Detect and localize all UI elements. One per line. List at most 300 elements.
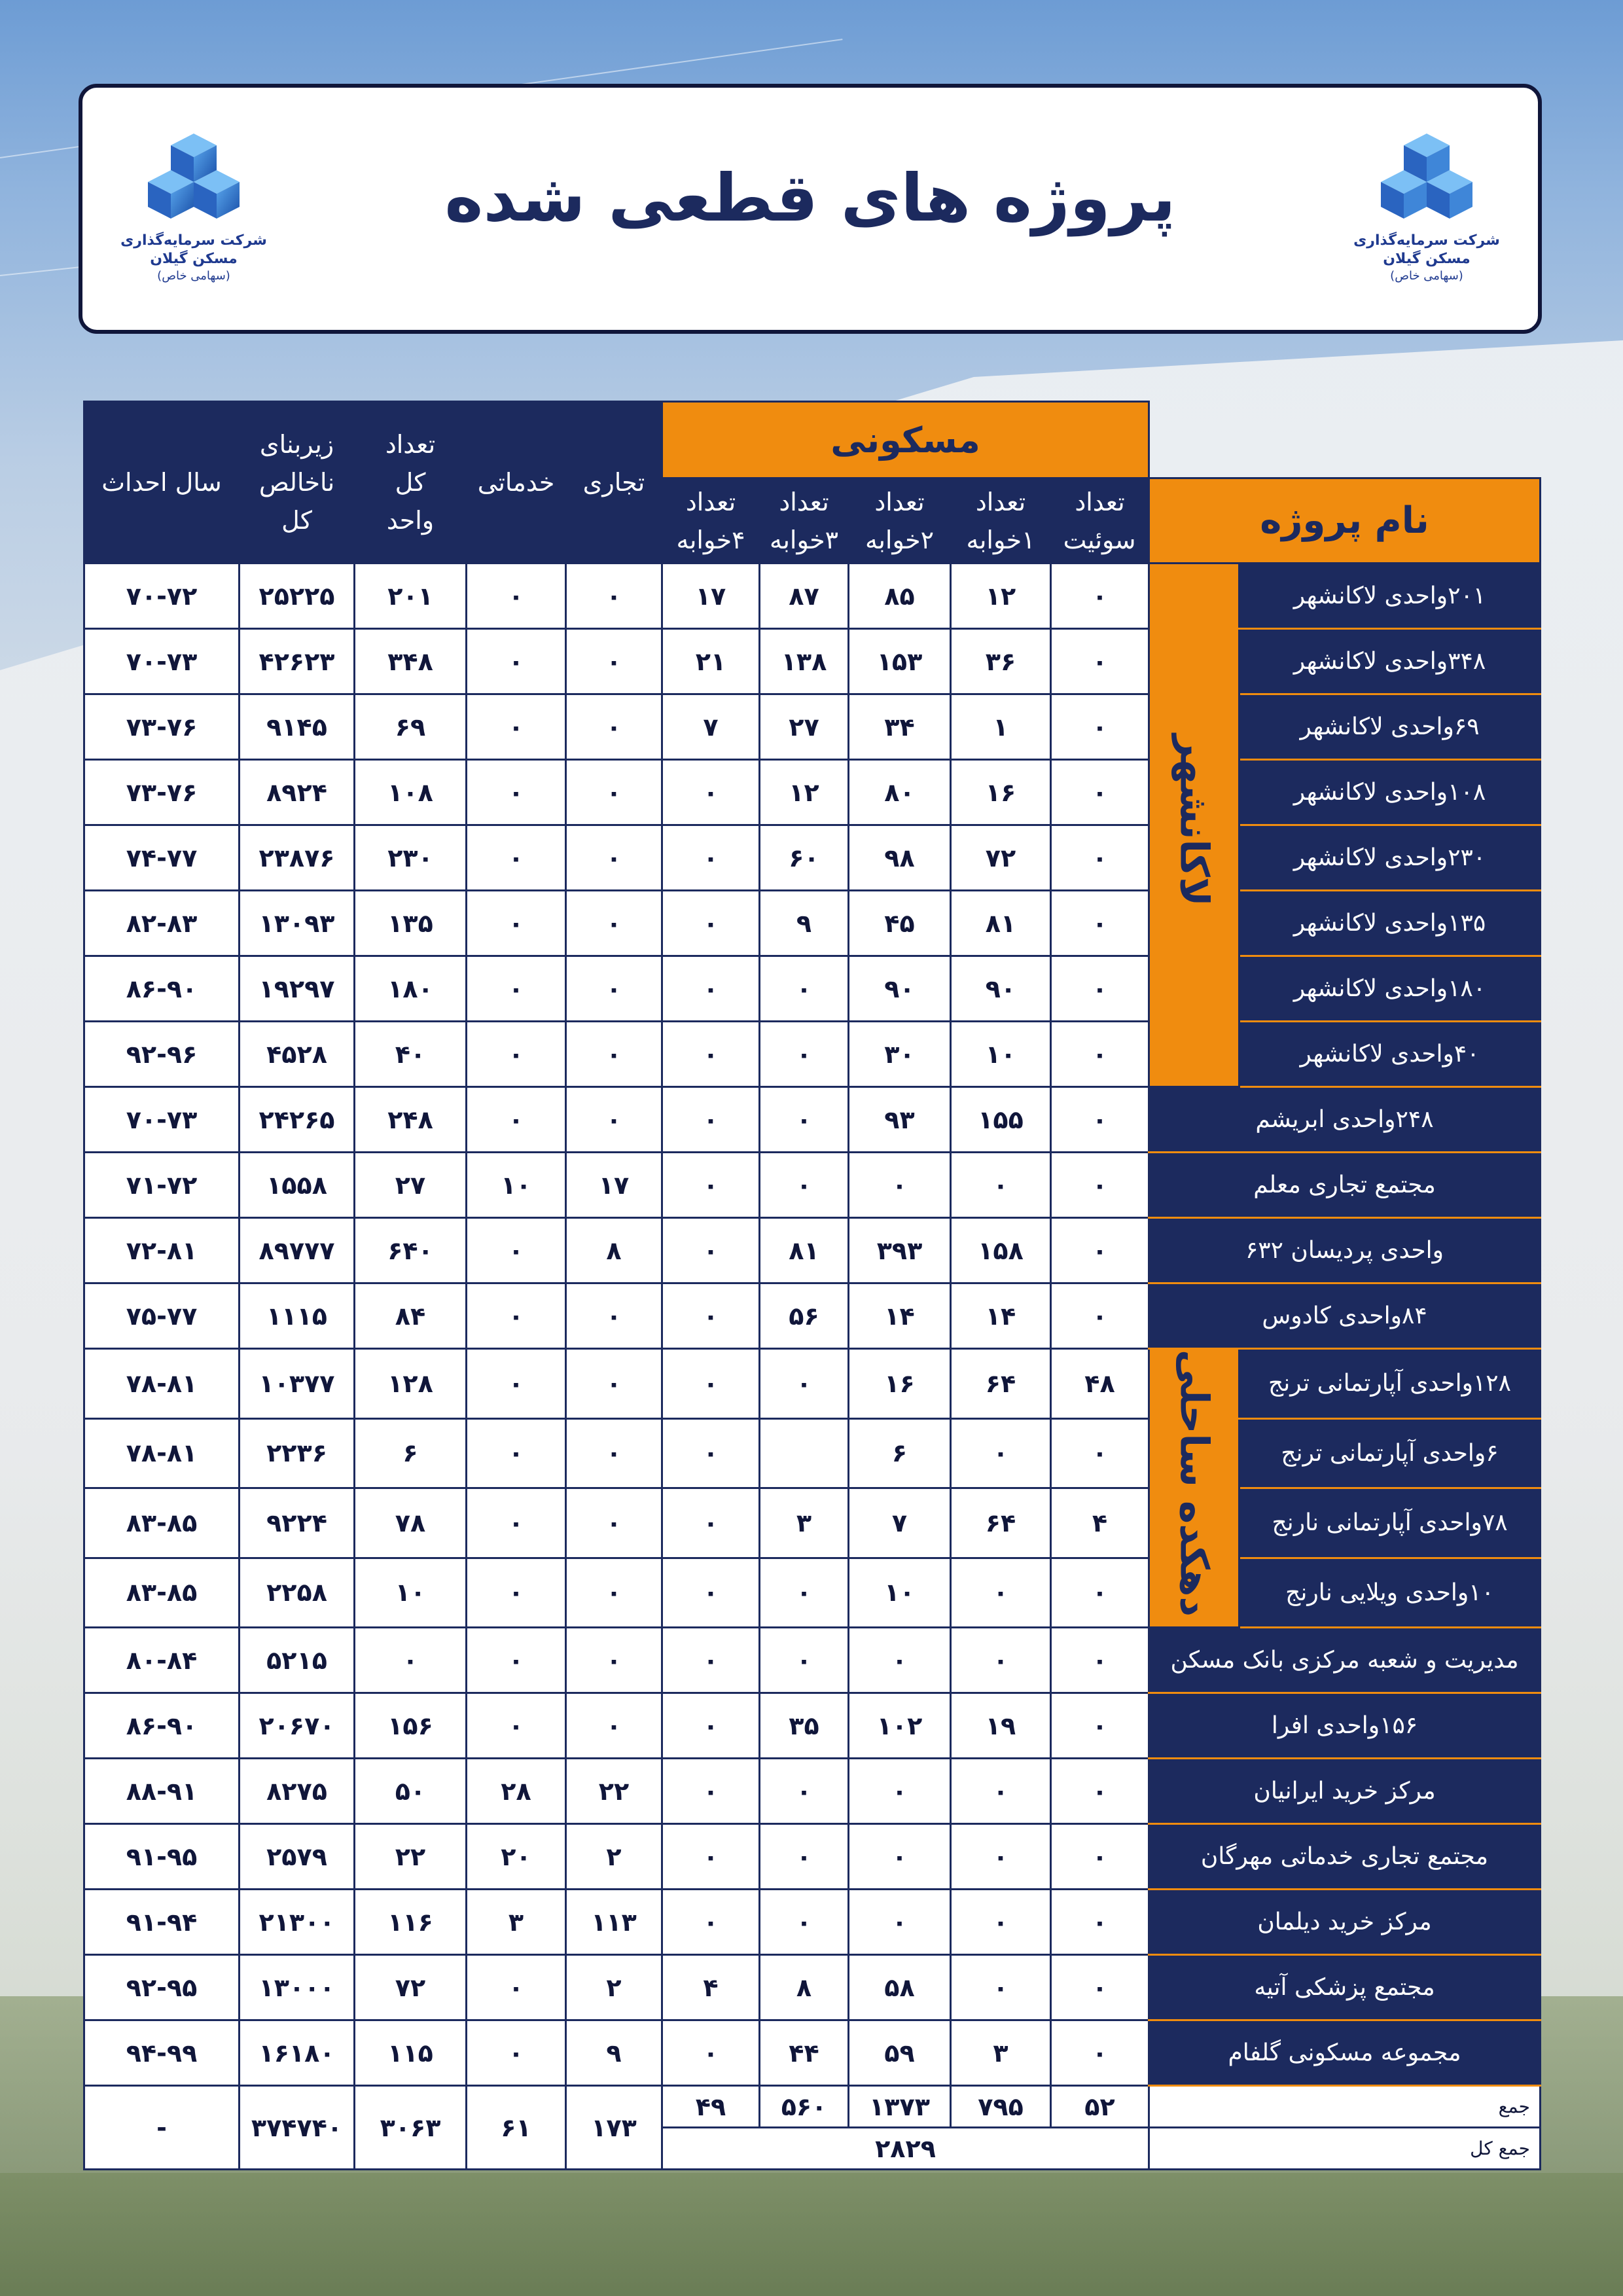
cell-srv: ۰ xyxy=(467,1087,566,1153)
cell-b1: ۶۴ xyxy=(951,1349,1051,1419)
logo-line1: شرکت سرمایه‌گذاری xyxy=(1353,232,1500,249)
cell-b4: ۰ xyxy=(662,1153,760,1218)
cell-suite: ۰ xyxy=(1051,1022,1149,1087)
project-name-cell: مرکز خرید ایرانیان xyxy=(1149,1759,1541,1824)
project-name-cell: ۶واحدی آپارتمانی ترنج xyxy=(1240,1418,1541,1488)
cell-srv: ۰ xyxy=(467,956,566,1022)
cell-srv: ۲۰ xyxy=(467,1824,566,1890)
cell-suite: ۰ xyxy=(1051,1955,1149,2020)
header-services: خدماتی xyxy=(467,402,566,564)
total-year: - xyxy=(84,2086,240,2170)
cell-b3: ۰ xyxy=(760,1824,849,1890)
cell-b2: ۱۰ xyxy=(849,1558,951,1628)
table-row xyxy=(84,1558,1541,1628)
cell-b1: ۰ xyxy=(951,1955,1051,2020)
page-title: پروژه های قطعی شده xyxy=(444,160,1176,236)
cell-year: ۸۳-۸۵ xyxy=(84,1488,240,1558)
cell-b2: ۱۵۳ xyxy=(849,629,951,694)
cell-b3: ۱۲ xyxy=(760,760,849,825)
cell-units: ۲۷ xyxy=(355,1153,467,1218)
header-1bed-text: تعداد ۱خوابه xyxy=(966,487,1035,554)
cell-area: ۱۶۱۸۰ xyxy=(240,2020,355,2086)
cell-com: ۰ xyxy=(566,564,662,629)
total-units: ۳۰۶۳ xyxy=(355,2086,467,2170)
project-name-cell: ۳۴۸واحدی لاکانشهر xyxy=(1240,629,1541,694)
cell-b4: ۰ xyxy=(662,1824,760,1890)
cell-year: ۷۴-۷۷ xyxy=(84,825,240,891)
cell-units: ۱۵۶ xyxy=(355,1693,467,1759)
cell-srv: ۰ xyxy=(467,1693,566,1759)
cell-suite: ۰ xyxy=(1051,891,1149,956)
table-row xyxy=(84,629,1541,694)
header-suite xyxy=(1051,478,1149,564)
cell-b2: ۶ xyxy=(849,1418,951,1488)
table-row xyxy=(84,1488,1541,1558)
cell-b2: ۸۰ xyxy=(849,760,951,825)
header-2bed-text: تعداد ۲خوابه xyxy=(865,487,935,554)
total-b4: ۴۹ xyxy=(662,2086,760,2128)
cell-units: ۱۱۶ xyxy=(355,1890,467,1955)
cell-b4: ۰ xyxy=(662,1283,760,1349)
cell-b3: ۸۷ xyxy=(760,564,849,629)
cell-com: ۰ xyxy=(566,694,662,760)
project-name-cell: مدیریت و شعبه مرکزی بانک مسکن xyxy=(1149,1628,1541,1693)
table-row xyxy=(84,825,1541,891)
cell-year: ۷۰-۷۳ xyxy=(84,629,240,694)
cell-b2: ۷ xyxy=(849,1488,951,1558)
cell-suite: ۴ xyxy=(1051,1488,1149,1558)
cell-b1: ۰ xyxy=(951,1153,1051,1218)
cell-suite: ۰ xyxy=(1051,1824,1149,1890)
cell-suite: ۰ xyxy=(1051,1087,1149,1153)
cell-srv: ۲۸ xyxy=(467,1759,566,1824)
cell-b1: ۶۴ xyxy=(951,1488,1051,1558)
cell-units: ۱۰ xyxy=(355,1558,467,1628)
cell-com: ۰ xyxy=(566,1488,662,1558)
cell-units: ۴۰ xyxy=(355,1022,467,1087)
cell-area: ۱۵۵۸ xyxy=(240,1153,355,1218)
cell-b2: ۱۰۲ xyxy=(849,1693,951,1759)
header-spacer xyxy=(1149,402,1541,478)
cell-year: ۷۰-۷۳ xyxy=(84,1087,240,1153)
cell-com: ۰ xyxy=(566,825,662,891)
total-suite: ۵۲ xyxy=(1051,2086,1149,2128)
cell-com: ۰ xyxy=(566,760,662,825)
cell-b1: ۱۹ xyxy=(951,1693,1051,1759)
project-name-cell: مرکز خرید دیلمان xyxy=(1149,1890,1541,1955)
cell-units: ۲۴۸ xyxy=(355,1087,467,1153)
table-row xyxy=(84,1693,1541,1759)
cell-units: ۶۹ xyxy=(355,694,467,760)
cell-b2: ۰ xyxy=(849,1824,951,1890)
project-name-cell: ۴۰واحدی لاکانشهر xyxy=(1240,1022,1541,1087)
cell-b3: ۶۰ xyxy=(760,825,849,891)
cell-suite: ۰ xyxy=(1051,825,1149,891)
cell-b3: ۲۷ xyxy=(760,694,849,760)
cell-srv: ۰ xyxy=(467,825,566,891)
project-name-cell: ۱۳۵واحدی لاکانشهر xyxy=(1240,891,1541,956)
cell-year: ۷۳-۷۶ xyxy=(84,694,240,760)
group-dehkadeh-saheli xyxy=(1149,1349,1240,1628)
header-panel xyxy=(79,84,1542,334)
logo-line2: مسکن گیلان xyxy=(150,251,238,267)
cell-units: ۲۰۱ xyxy=(355,564,467,629)
cell-units: ۳۴۸ xyxy=(355,629,467,694)
cell-com: ۰ xyxy=(566,1418,662,1488)
header-area-text: زیربنای ناخالص کل xyxy=(259,430,335,535)
cell-b4: ۰ xyxy=(662,1759,760,1824)
header-1bed xyxy=(951,478,1051,564)
grand-total-label: جمع کل xyxy=(1149,2128,1541,2170)
cell-b4: ۰ xyxy=(662,1218,760,1283)
project-name-cell: ۱۵۶واحدی افرا xyxy=(1149,1693,1541,1759)
cell-area: ۲۵۲۲۵ xyxy=(240,564,355,629)
cell-b1: ۱ xyxy=(951,694,1051,760)
total-srv: ۶۱ xyxy=(467,2086,566,2170)
total-b1: ۷۹۵ xyxy=(951,2086,1051,2128)
header-project-name: نام پروژه xyxy=(1149,478,1541,564)
cell-year: ۹۱-۹۴ xyxy=(84,1890,240,1955)
cell-area: ۸۲۷۵ xyxy=(240,1759,355,1824)
cell-units: ۱۸۰ xyxy=(355,956,467,1022)
header-suite-text: تعداد سوئیت xyxy=(1063,487,1136,554)
cell-com: ۰ xyxy=(566,1349,662,1419)
table-row xyxy=(84,564,1541,629)
cell-b4: ۰ xyxy=(662,1022,760,1087)
header-4bed xyxy=(662,478,760,564)
cell-b2: ۳۹۳ xyxy=(849,1218,951,1283)
cell-srv: ۱۰ xyxy=(467,1153,566,1218)
cell-area: ۲۰۶۷۰ xyxy=(240,1693,355,1759)
table-row xyxy=(84,1022,1541,1087)
cell-b4: ۰ xyxy=(662,1087,760,1153)
cell-srv: ۰ xyxy=(467,1628,566,1693)
header-2bed xyxy=(849,478,951,564)
cell-srv: ۰ xyxy=(467,1418,566,1488)
cell-b4: ۰ xyxy=(662,1418,760,1488)
cell-b2: ۹۳ xyxy=(849,1087,951,1153)
cell-area: ۱۱۱۵ xyxy=(240,1283,355,1349)
cell-year: ۷۰-۷۲ xyxy=(84,564,240,629)
cell-b2: ۸۵ xyxy=(849,564,951,629)
cell-b2: ۴۵ xyxy=(849,891,951,956)
cell-b1: ۳۶ xyxy=(951,629,1051,694)
cell-b3: ۰ xyxy=(760,1087,849,1153)
cell-units: ۷۲ xyxy=(355,1955,467,2020)
project-name-cell: مجتمع پزشکی آتیه xyxy=(1149,1955,1541,2020)
cell-b2: ۳۴ xyxy=(849,694,951,760)
project-name-cell: مجموعه مسکونی گلفام xyxy=(1149,2020,1541,2086)
cell-area: ۲۴۲۶۵ xyxy=(240,1087,355,1153)
cell-b4: ۰ xyxy=(662,1890,760,1955)
cell-b3: ۰ xyxy=(760,1349,849,1419)
cell-year: ۸۳-۸۵ xyxy=(84,1558,240,1628)
cell-b3: ۸ xyxy=(760,1955,849,2020)
cell-suite: ۰ xyxy=(1051,760,1149,825)
cell-b2: ۰ xyxy=(849,1628,951,1693)
cell-units: ۲۳۰ xyxy=(355,825,467,891)
cell-area: ۴۵۲۸ xyxy=(240,1022,355,1087)
cell-area: ۴۲۶۲۳ xyxy=(240,629,355,694)
cell-year: ۷۵-۷۷ xyxy=(84,1283,240,1349)
cell-year: ۹۴-۹۹ xyxy=(84,2020,240,2086)
cell-area: ۲۲۳۶ xyxy=(240,1418,355,1488)
projects-table xyxy=(83,401,1541,2170)
cell-year: ۷۸-۸۱ xyxy=(84,1418,240,1488)
cell-suite: ۰ xyxy=(1051,1628,1149,1693)
project-name-cell: ۸۴واحدی کادوس xyxy=(1149,1283,1541,1349)
cell-b4: ۴ xyxy=(662,1955,760,2020)
cell-com: ۰ xyxy=(566,1087,662,1153)
cell-b4: ۰ xyxy=(662,1693,760,1759)
table-row xyxy=(84,1890,1541,1955)
cell-com: ۰ xyxy=(566,1283,662,1349)
cell-suite: ۴۸ xyxy=(1051,1349,1149,1419)
header-units xyxy=(355,402,467,564)
cell-b1: ۱۵۵ xyxy=(951,1087,1051,1153)
cell-srv: ۳ xyxy=(467,1890,566,1955)
table-row xyxy=(84,1955,1541,2020)
cell-b1: ۳ xyxy=(951,2020,1051,2086)
cell-area: ۸۹۲۴ xyxy=(240,760,355,825)
logo-line2: مسکن گیلان xyxy=(1383,251,1471,267)
cell-b1: ۰ xyxy=(951,1558,1051,1628)
cell-com: ۲ xyxy=(566,1955,662,2020)
cell-b2: ۰ xyxy=(849,1153,951,1218)
cell-b2: ۰ xyxy=(849,1759,951,1824)
cell-com: ۱۱۳ xyxy=(566,1890,662,1955)
cell-suite: ۰ xyxy=(1051,1693,1149,1759)
cell-b4: ۰ xyxy=(662,1628,760,1693)
project-name-cell: واحدی پردیسان ۶۳۲ xyxy=(1149,1218,1541,1283)
cubes-logo-icon xyxy=(1342,127,1512,232)
cell-b2: ۱۶ xyxy=(849,1349,951,1419)
project-name-cell: ۱۲۸واحدی آپارتمانی ترنج xyxy=(1240,1349,1541,1419)
project-name-cell: ۱۰واحدی ویلایی نارنج xyxy=(1240,1558,1541,1628)
cell-b4: ۰ xyxy=(662,891,760,956)
header-residential: مسکونی xyxy=(662,402,1149,478)
group-label: دهکده ساحلی xyxy=(1171,1350,1217,1617)
cell-b1: ۹۰ xyxy=(951,956,1051,1022)
cell-b2: ۳۰ xyxy=(849,1022,951,1087)
cell-suite: ۰ xyxy=(1051,1218,1149,1283)
cell-area: ۸۹۷۷۷ xyxy=(240,1218,355,1283)
total-b2: ۱۳۷۳ xyxy=(849,2086,951,2128)
project-name-cell: ۷۸واحدی آپارتمانی نارنج xyxy=(1240,1488,1541,1558)
cell-com: ۲ xyxy=(566,1824,662,1890)
cell-b3: ۱۳۸ xyxy=(760,629,849,694)
cell-srv: ۰ xyxy=(467,629,566,694)
cell-area: ۹۱۴۵ xyxy=(240,694,355,760)
cell-units: ۱۱۵ xyxy=(355,2020,467,2086)
cell-b3: ۳۵ xyxy=(760,1693,849,1759)
table-row xyxy=(84,2020,1541,2086)
totals-row xyxy=(84,2086,1541,2128)
company-logo xyxy=(1342,127,1512,291)
total-area: ۳۷۴۷۴۰ xyxy=(240,2086,355,2170)
cell-b4: ۰ xyxy=(662,1488,760,1558)
header-4bed-text: تعداد ۴خوابه xyxy=(676,487,745,554)
header-area xyxy=(240,402,355,564)
cell-b1: ۰ xyxy=(951,1418,1051,1488)
project-name-cell: ۲۰۱واحدی لاکانشهر xyxy=(1240,564,1541,629)
cell-b2: ۵۹ xyxy=(849,2020,951,2086)
cell-area: ۵۲۱۵ xyxy=(240,1628,355,1693)
cell-b1: ۱۰ xyxy=(951,1022,1051,1087)
cell-b1: ۸۱ xyxy=(951,891,1051,956)
cell-suite: ۰ xyxy=(1051,1759,1149,1824)
total-com: ۱۷۳ xyxy=(566,2086,662,2170)
cell-area: ۱۰۳۷۷ xyxy=(240,1349,355,1419)
cell-year: ۹۱-۹۵ xyxy=(84,1824,240,1890)
cell-b2: ۱۴ xyxy=(849,1283,951,1349)
cell-com: ۰ xyxy=(566,956,662,1022)
cell-com: ۰ xyxy=(566,1628,662,1693)
table-row xyxy=(84,1628,1541,1693)
cell-year: ۷۳-۷۶ xyxy=(84,760,240,825)
cell-suite: ۰ xyxy=(1051,1558,1149,1628)
cell-com: ۹ xyxy=(566,2020,662,2086)
header-units-text: تعداد کل واحد xyxy=(385,430,436,535)
cell-b4: ۰ xyxy=(662,956,760,1022)
cell-b3: ۴۴ xyxy=(760,2020,849,2086)
cell-units: ۲۲ xyxy=(355,1824,467,1890)
cell-b1: ۰ xyxy=(951,1890,1051,1955)
project-name-cell: ۲۳۰واحدی لاکانشهر xyxy=(1240,825,1541,891)
cell-com: ۲۲ xyxy=(566,1759,662,1824)
cell-units: ۸۴ xyxy=(355,1283,467,1349)
cell-year: ۸۲-۸۳ xyxy=(84,891,240,956)
group-lakanshahr xyxy=(1149,564,1240,1087)
cell-srv: ۰ xyxy=(467,1558,566,1628)
table-row xyxy=(84,891,1541,956)
cell-b1: ۱۲ xyxy=(951,564,1051,629)
cell-area: ۱۳۰۰۰ xyxy=(240,1955,355,2020)
cell-b3: ۰ xyxy=(760,1628,849,1693)
cell-b2: ۹۰ xyxy=(849,956,951,1022)
cell-b1: ۱۵۸ xyxy=(951,1218,1051,1283)
cell-com: ۸ xyxy=(566,1218,662,1283)
cell-b4: ۰ xyxy=(662,1349,760,1419)
logo-line3: (سهامی خاص) xyxy=(157,269,230,283)
cell-units: ۰ xyxy=(355,1628,467,1693)
project-name-cell: ۲۴۸واحدی ابریشم xyxy=(1149,1087,1541,1153)
table-row xyxy=(84,1418,1541,1488)
cell-year: ۸۶-۹۰ xyxy=(84,1693,240,1759)
project-name-cell: مجتمع تجاری خدماتی مهرگان xyxy=(1149,1824,1541,1890)
totals-label: جمع xyxy=(1149,2086,1541,2128)
table-row xyxy=(84,1087,1541,1153)
cell-b3: ۸۱ xyxy=(760,1218,849,1283)
cell-b2: ۵۸ xyxy=(849,1955,951,2020)
cell-year: ۹۲-۹۵ xyxy=(84,1955,240,2020)
cell-area: ۲۱۳۰۰ xyxy=(240,1890,355,1955)
cell-area: ۲۲۵۸ xyxy=(240,1558,355,1628)
residential-grand-total: ۲۸۲۹ xyxy=(662,2128,1149,2170)
cell-srv: ۰ xyxy=(467,1349,566,1419)
table-row xyxy=(84,760,1541,825)
cell-area: ۱۹۲۹۷ xyxy=(240,956,355,1022)
table-row xyxy=(84,1153,1541,1218)
cell-com: ۰ xyxy=(566,629,662,694)
cell-suite: ۰ xyxy=(1051,564,1149,629)
cell-srv: ۰ xyxy=(467,2020,566,2086)
cell-b3: ۰ xyxy=(760,1022,849,1087)
cell-year: ۸۰-۸۴ xyxy=(84,1628,240,1693)
header-commercial: تجاری xyxy=(566,402,662,564)
cell-b3 xyxy=(760,1418,849,1488)
table-row xyxy=(84,1218,1541,1283)
cell-area: ۲۳۸۷۶ xyxy=(240,825,355,891)
cell-b4: ۰ xyxy=(662,825,760,891)
cell-srv: ۰ xyxy=(467,1218,566,1283)
cell-area: ۹۲۲۴ xyxy=(240,1488,355,1558)
project-name-cell: مجتمع تجاری معلم xyxy=(1149,1153,1541,1218)
cell-srv: ۰ xyxy=(467,1955,566,2020)
cell-b4: ۰ xyxy=(662,2020,760,2086)
header-year: سال احداث xyxy=(84,402,240,564)
total-b3: ۵۶۰ xyxy=(760,2086,849,2128)
cell-b3: ۵۶ xyxy=(760,1283,849,1349)
header-3bed xyxy=(760,478,849,564)
cell-area: ۲۵۷۹ xyxy=(240,1824,355,1890)
cell-units: ۱۰۸ xyxy=(355,760,467,825)
cell-srv: ۰ xyxy=(467,891,566,956)
cell-b4: ۷ xyxy=(662,694,760,760)
cell-b4: ۰ xyxy=(662,1558,760,1628)
cell-b4: ۰ xyxy=(662,760,760,825)
cell-com: ۰ xyxy=(566,1022,662,1087)
cell-com: ۰ xyxy=(566,1693,662,1759)
cell-com: ۰ xyxy=(566,1558,662,1628)
table-row xyxy=(84,1283,1541,1349)
project-name-cell: ۱۸۰واحدی لاکانشهر xyxy=(1240,956,1541,1022)
table-row xyxy=(84,694,1541,760)
cell-srv: ۰ xyxy=(467,694,566,760)
project-name-cell: ۱۰۸واحدی لاکانشهر xyxy=(1240,760,1541,825)
cell-suite: ۰ xyxy=(1051,2020,1149,2086)
cell-b1: ۰ xyxy=(951,1759,1051,1824)
cell-b3: ۰ xyxy=(760,956,849,1022)
cell-srv: ۰ xyxy=(467,564,566,629)
cell-year: ۹۲-۹۶ xyxy=(84,1022,240,1087)
table-row xyxy=(84,1759,1541,1824)
cell-b2: ۰ xyxy=(849,1890,951,1955)
cell-year: ۷۲-۸۱ xyxy=(84,1218,240,1283)
logo-line1: شرکت سرمایه‌گذاری xyxy=(120,232,267,249)
cell-b1: ۱۴ xyxy=(951,1283,1051,1349)
cell-suite: ۰ xyxy=(1051,1153,1149,1218)
cell-srv: ۰ xyxy=(467,1488,566,1558)
cell-suite: ۰ xyxy=(1051,1283,1149,1349)
cell-year: ۷۱-۷۲ xyxy=(84,1153,240,1218)
cell-b3: ۰ xyxy=(760,1759,849,1824)
cell-b3: ۰ xyxy=(760,1153,849,1218)
cell-srv: ۰ xyxy=(467,1022,566,1087)
cell-b3: ۰ xyxy=(760,1890,849,1955)
header-3bed-text: تعداد ۳خوابه xyxy=(769,487,839,554)
cell-com: ۱۷ xyxy=(566,1153,662,1218)
cell-suite: ۰ xyxy=(1051,694,1149,760)
cell-units: ۷۸ xyxy=(355,1488,467,1558)
cell-year: ۸۶-۹۰ xyxy=(84,956,240,1022)
cell-year: ۸۸-۹۱ xyxy=(84,1759,240,1824)
cell-units: ۶ xyxy=(355,1418,467,1488)
cell-units: ۱۳۵ xyxy=(355,891,467,956)
cell-b3: ۹ xyxy=(760,891,849,956)
project-name-cell: ۶۹واحدی لاکانشهر xyxy=(1240,694,1541,760)
cell-srv: ۰ xyxy=(467,1283,566,1349)
